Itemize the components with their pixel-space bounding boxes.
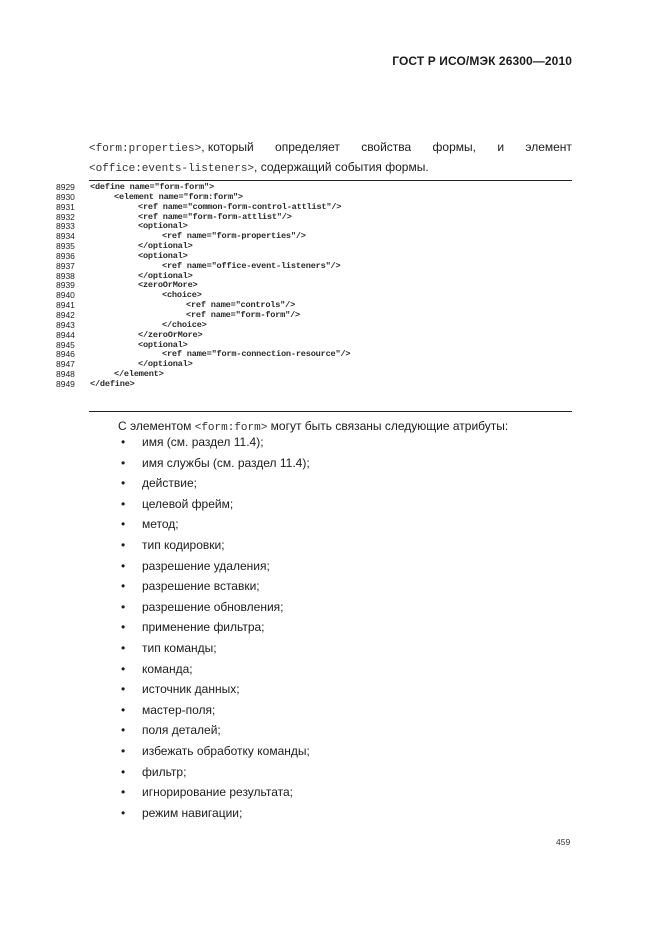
code-text: <ref name="controls"/> <box>186 300 296 311</box>
inline-code-form-form: <form:form> <box>194 422 268 434</box>
code-line <box>56 331 350 341</box>
line-number: 8943 <box>56 319 75 330</box>
attribute-name: источник данных; <box>142 682 240 697</box>
bullet-icon: • <box>121 723 126 738</box>
code-text: <ref name="office-event-listeners"/> <box>162 260 341 271</box>
line-number: 8949 <box>56 378 75 389</box>
intro-line-2-text: , содержащий события формы. <box>254 160 429 174</box>
attribute-name: разрешение обновления; <box>142 599 284 614</box>
intro-word-0: , который <box>201 140 254 154</box>
line-number: 8936 <box>56 250 75 261</box>
attributes-intro-after: могут быть связаны следующие атрибуты: <box>267 419 509 433</box>
code-text: <ref name="form-form-attlist"/> <box>138 211 292 222</box>
intro-word-2: свойства <box>361 140 412 154</box>
code-text: </optional> <box>138 241 193 252</box>
code-line <box>56 350 350 360</box>
line-number: 8940 <box>56 290 75 301</box>
code-line <box>56 281 350 291</box>
inline-code-form-properties: <form:properties> <box>89 143 202 155</box>
bullet-icon: • <box>121 579 126 594</box>
line-number: 8934 <box>56 231 75 242</box>
attribute-name: режим навигации; <box>142 805 243 820</box>
bullet-icon: • <box>121 744 126 758</box>
attribute-name: игнорирование результата; <box>142 785 294 800</box>
attributes-intro-before: С элементом <box>118 419 195 433</box>
code-text: <ref name="common-form-control-attlist"/> <box>138 201 342 212</box>
inline-code-office-events-listeners: <office:events-listeners> <box>89 163 255 175</box>
attribute-name: команда; <box>142 661 193 676</box>
line-number: 8939 <box>56 280 75 291</box>
bullet-icon: • <box>121 682 126 697</box>
page-header: ГОСТ Р ИСО/МЭК 26300—2010 <box>392 54 572 68</box>
attribute-name: мастер-поля; <box>142 702 216 717</box>
code-listing <box>56 183 350 390</box>
intro-word-4: и <box>497 140 505 154</box>
code-text: <optional> <box>138 339 188 350</box>
bullet-icon: • <box>121 805 126 820</box>
attribute-name: имя службы (см. раздел 11.4); <box>142 455 310 470</box>
code-line <box>56 380 350 390</box>
intro-word-1: определяет <box>275 140 340 154</box>
bullet-icon: • <box>121 517 126 532</box>
attribute-name: избежать обработку команды; <box>142 744 310 758</box>
line-number: 8947 <box>56 359 75 370</box>
attribute-name: разрешение вставки; <box>142 579 260 594</box>
code-line <box>56 242 350 252</box>
code-top-rule <box>89 180 572 181</box>
line-number: 8941 <box>56 300 75 311</box>
code-line <box>56 213 350 223</box>
line-number: 8946 <box>56 349 75 360</box>
code-text: </element> <box>114 369 164 380</box>
code-line <box>56 232 350 242</box>
attribute-name: разрешение удаления; <box>142 558 270 573</box>
line-number: 8942 <box>56 309 75 320</box>
attribute-name: целевой фрейм; <box>142 496 234 511</box>
bullet-icon: • <box>121 538 126 552</box>
attribute-name: действие; <box>142 476 197 491</box>
code-text: <optional> <box>138 221 188 232</box>
code-text: <zeroOrMore> <box>138 280 198 291</box>
line-number: 8933 <box>56 221 75 232</box>
code-text: <define name="form-form"> <box>90 182 214 192</box>
attributes-intro <box>118 419 508 434</box>
attribute-name: имя (см. раздел 11.4); <box>142 435 264 449</box>
code-text: <ref name="form-connection-resource"/> <box>162 349 351 360</box>
intro-line-1 <box>89 140 572 156</box>
code-text: </zeroOrMore> <box>138 329 203 340</box>
code-line <box>56 272 350 282</box>
code-text: <optional> <box>138 250 188 261</box>
code-text: <element name="form:form"> <box>114 191 243 202</box>
bullet-icon: • <box>121 764 126 779</box>
code-line <box>56 321 350 331</box>
code-line <box>56 360 350 370</box>
page-number: 459 <box>556 837 571 847</box>
bullet-icon: • <box>121 702 126 717</box>
line-number: 8930 <box>56 191 75 202</box>
intro-word-3: формы, <box>432 140 476 154</box>
attribute-name: применение фильтра; <box>142 620 265 635</box>
code-line <box>56 262 350 272</box>
bullet-icon: • <box>121 599 126 614</box>
bullet-icon: • <box>121 620 126 635</box>
line-number: 8945 <box>56 339 75 350</box>
code-text: </define> <box>90 378 135 389</box>
code-text: </optional> <box>138 359 193 370</box>
line-number: 8929 <box>56 182 75 192</box>
code-text: <ref name="form-properties"/> <box>162 231 306 242</box>
code-text: </optional> <box>138 270 193 281</box>
line-number: 8944 <box>56 329 75 340</box>
line-number: 8937 <box>56 260 75 271</box>
attribute-name: поля деталей; <box>142 723 221 738</box>
bullet-icon: • <box>121 496 126 511</box>
code-bottom-rule <box>89 411 572 412</box>
attribute-name: фильтр; <box>142 764 187 779</box>
code-text: </choice> <box>162 319 207 330</box>
bullet-icon: • <box>121 785 126 800</box>
code-text: <ref name="form-form"/> <box>186 309 301 320</box>
line-number: 8938 <box>56 270 75 281</box>
intro-word-5: элемент <box>525 140 572 154</box>
intro-line-2 <box>89 160 572 176</box>
attribute-name: тип кодировки; <box>142 538 225 552</box>
line-number: 8935 <box>56 241 75 252</box>
bullet-icon: • <box>121 558 126 573</box>
attribute-name: метод; <box>142 517 179 532</box>
line-number: 8948 <box>56 369 75 380</box>
bullet-icon: • <box>121 476 126 491</box>
bullet-icon: • <box>121 641 126 655</box>
code-text: <choice> <box>162 290 202 301</box>
bullet-icon: • <box>121 661 126 676</box>
bullet-icon: • <box>121 435 126 449</box>
bullet-icon: • <box>121 455 126 470</box>
line-number: 8931 <box>56 201 75 212</box>
line-number: 8932 <box>56 211 75 222</box>
attribute-name: тип команды; <box>142 641 217 655</box>
